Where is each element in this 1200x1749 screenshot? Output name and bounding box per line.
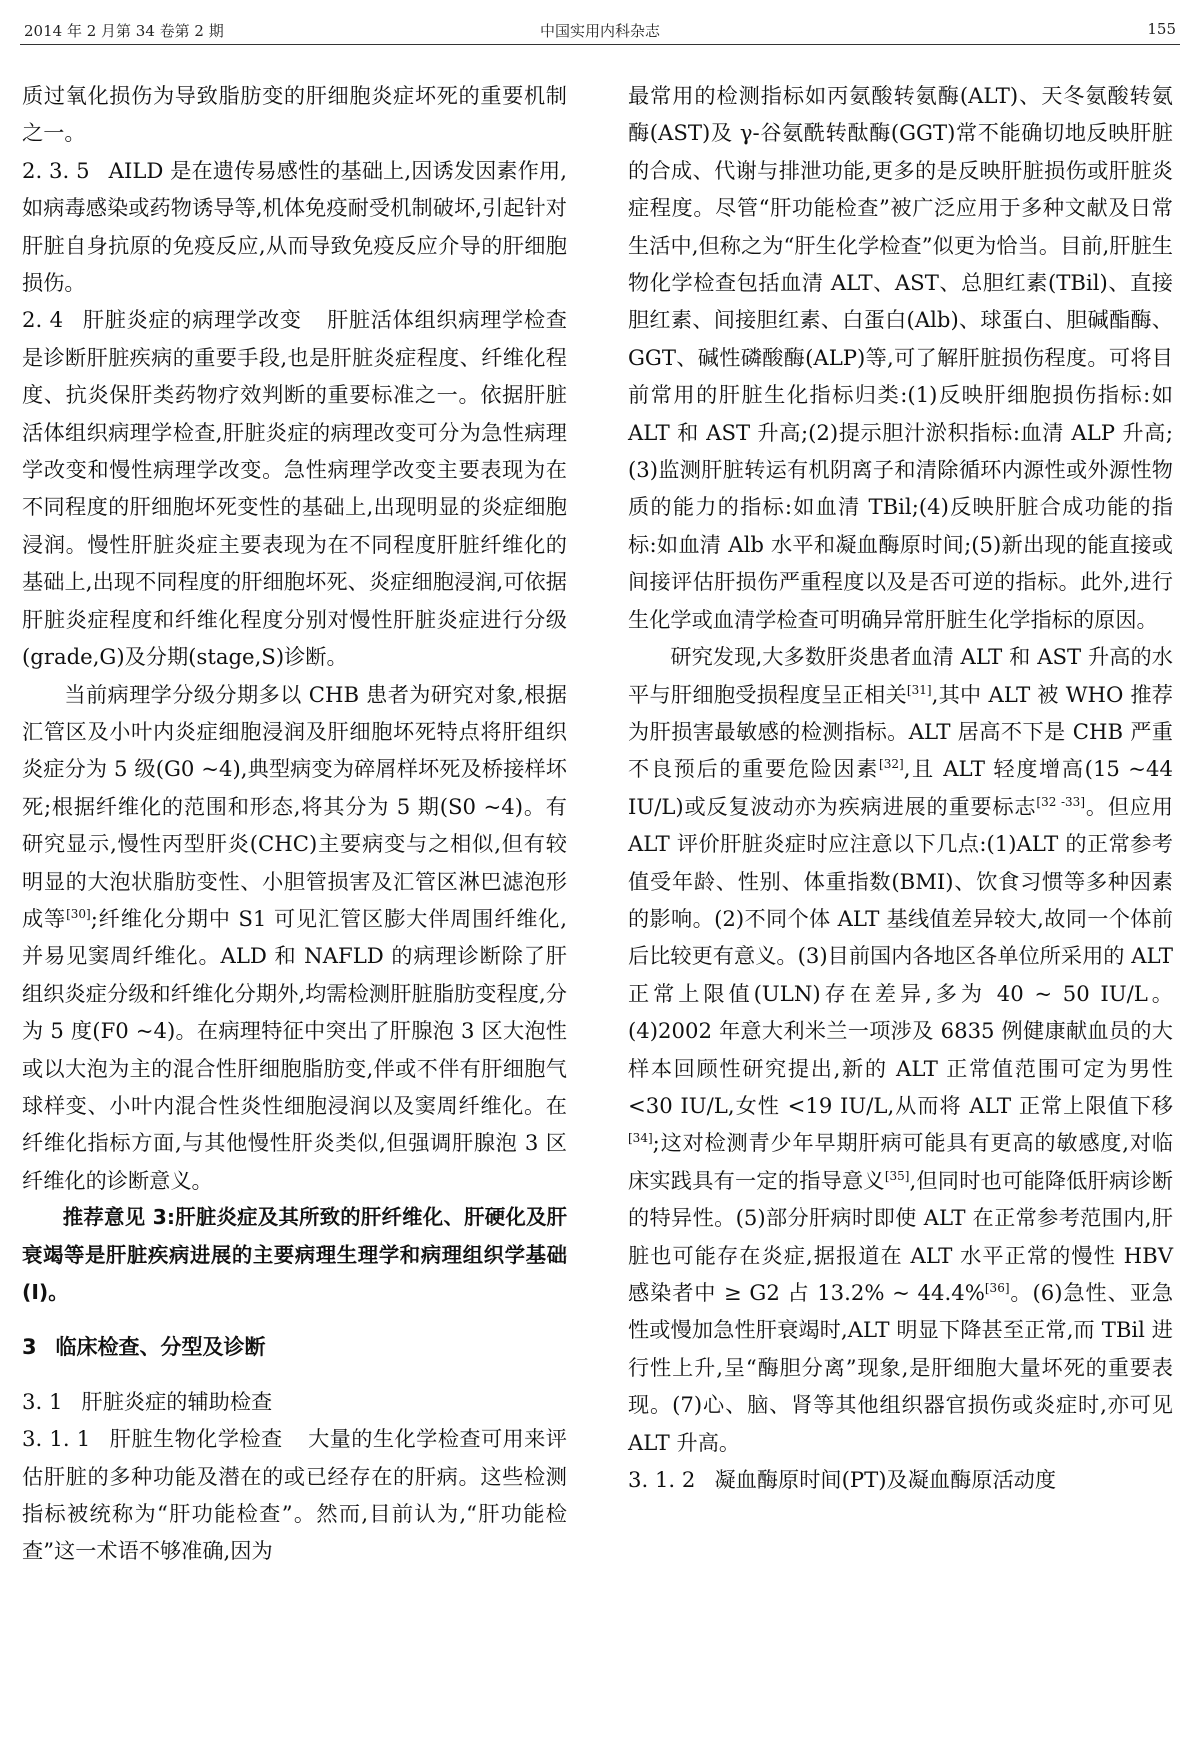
section-body: AILD 是在遗传易感性的基础上,因诱发因素作用,如病毒感染或药物诱导等,机体免疫耐受机制破坏,引起针对肝脏自身抗原的免疫反应,从而导致免疫反应介导的肝细胞损伤。 (22, 157, 567, 296)
text-run: ;纤维化分期中 S1 可见汇管区膨大伴周围纤维化,并易见窦周纤维化。ALD 和 NAFLD 的病理诊断除了肝组织炎症分级和纤维化分期外,均需检测肝脏脂肪变程度,分为 5 度(F0 ~4)。在病理特征中突出了肝腺泡 3 区大泡性或以大泡为主的混合性肝细胞脂肪变,伴或不伴有肝细胞气球样变、小叶内混合性炎性细胞浸润以及窦周纤维化。在纤维化指标方面,与其他慢性肝炎类似,但强调肝腺泡 3 区纤维化的诊断意义。 (22, 905, 567, 1193)
citation-ref: [34] (628, 1131, 653, 1146)
section-title: 肝脏炎症的辅助检查 (81, 1388, 273, 1414)
paragraph-alt-research (628, 638, 1173, 1461)
issue-info: 2014 年 2 月第 34 卷第 2 期 (24, 22, 224, 40)
section-3-1-heading (22, 1383, 567, 1420)
citation-ref: [36] (984, 1280, 1010, 1295)
section-3-1-1 (22, 1420, 567, 1570)
paragraph-liver-tests: 最常用的检测指标如丙氨酸转氨酶(ALT)、天冬氨酸转氨酶(AST)及 γ-谷氨酰转酞酶(GGT)常不能确切地反映肝脏的合成、代谢与排泄功能,更多的是反映肝脏损伤或肝脏炎症程度。尽管“肝功能检查”被广泛应用于多种文献及日常生活中,但称之为“肝生化学检查”似更为恰当。目前,肝脏生物化学检查包括血清 ALT、AST、总胆红素(TBil)、直接胆红素、间接胆红素、白蛋白(Alb)、球蛋白、胆碱酯酶、GGT、碱性磷酸酶(ALP)等,可了解肝脏损伤程度。可将目前常用的肝脏生化指标归类:(1)反映肝细胞损伤指标:如 ALT 和 AST 升高;(2)提示胆汁淤积指标:血清 ALP 升高;(3)监测肝脏转运有机阴离子和清除循环内源性或外源性物质的能力的指标:如血清 TBil;(4)反映肝脏合成功能的指标:如血清 Alb 水平和凝血酶原时间;(5)新出现的能直接或间接评估肝损伤严重程度以及是否可逆的指标。此外,进行生化学或血清学检查可明确异常肝脏生化学指标的原因。 (628, 83, 1173, 632)
section-2-4 (22, 301, 567, 675)
journal-title: 中国实用内科杂志 (539, 22, 660, 40)
recommendation-3: 推荐意见 3:肝脏炎症及其所致的肝纤维化、肝硬化及肝衰竭等是肝脏疾病进展的主要病理生理学和病理组织学基础(Ⅰ)。 (22, 1205, 567, 1304)
paragraph-grading (22, 676, 567, 1200)
section-title: 肝脏炎症的病理学改变 (82, 307, 302, 333)
left-column (22, 77, 567, 1570)
section-body: 大量的生化学检查可用来评估肝脏的多种功能及潜在的或已经存在的肝病。这些检测指标被统称为“肝功能检查”。然而,目前认为,“肝功能检查”这一术语不够准确,因为 (22, 1426, 567, 1564)
section-2-3-5 (22, 152, 567, 302)
section-number: 2. 4 (22, 307, 64, 333)
citation-ref: [30] (66, 906, 91, 921)
text-run: ,其中 ALT 被 WHO 推荐为肝损害最敏感的检测指标。ALT 居高不下是 CHB 严重不良预后的重要危险因素 (628, 681, 1173, 782)
paragraph-continued: 质过氧化损伤为导致脂肪变的肝细胞炎症坏死的重要机制之一。 (22, 83, 567, 146)
page-number: 155 (1147, 20, 1176, 38)
text-run: 研究发现,大多数肝炎患者血清 ALT 和 AST 升高的水平与肝细胞受损程度呈正相关 (628, 644, 1173, 707)
right-column (628, 77, 1173, 1498)
section-number: 2. 3. 5 (22, 157, 90, 183)
section-title: 肝脏生物化学检查 (109, 1426, 283, 1452)
citation-ref: [32 -33] (1036, 794, 1086, 809)
section-3-heading (22, 1329, 567, 1366)
section-number: 3. 1 (22, 1388, 63, 1414)
text-run: 。但应用 ALT 评价肝脏炎症时应注意以下几点:(1)ALT 的正常参考值受年龄、性别、体重指数(BMI)、饮食习惯等多种因素的影响。(2)不同个体 ALT 基线值差异较大,故同一个体前后比较更有意义。(3)目前国内各地区各单位所采用的 ALT 正常上限值(ULN)存在差异,多为 40 ~ 50 IU/L。(4)2002 年意大利米兰一项涉及 6835 例健康献血员的大样本回顾性研究提出,新的 ALT 正常值范围可定为男性 <30 IU/L,女性 <19 IU/L,从而将 ALT 正常上限值下移 (628, 793, 1173, 1118)
text-run: ,但同时也可能降低肝病诊断的特异性。(5)部分肝病时即使 ALT 在正常参考范围内,肝脏也可能存在炎症,据报道在 ALT 水平正常的慢性 HBV 感染者中 ≥ G2 占 13.2% ~ 44.4% (628, 1167, 1173, 1305)
section-number: 3. 1. 1 (22, 1426, 91, 1452)
section-title: 临床检查、分型及诊断 (55, 1335, 266, 1360)
text-run: ,且 ALT 轻度增高(15 ~44 IU/L)或反复波动亦为疾病进展的重要标志 (628, 756, 1173, 819)
section-body: 肝脏活体组织病理学检查是诊断肝脏疾病的重要手段,也是肝脏炎症程度、纤维化程度、抗炎保肝类药物疗效判断的重要标准之一。依据肝脏活体组织病理学检查,肝脏炎症的病理改变可分为急性病理学改变和慢性病理学改变。急性病理学改变主要表现为在不同程度的肝细胞坏死变性的基础上,出现明显的炎症细胞浸润。慢性肝脏炎症主要表现为在不同程度肝脏纤维化的基础上,出现不同程度的肝细胞坏死、炎症细胞浸润,可依据肝脏炎症程度和纤维化程度分别对慢性肝脏炎症进行分级(grade,G)及分期(stage,S)诊断。 (22, 307, 567, 670)
text-run: 。(6)急性、亚急性或慢加急性肝衰竭时,ALT 明显下降甚至正常,而 TBil 进行性上升,呈“酶胆分离”现象,是肝细胞大量坏死的重要表现。(7)心、脑、肾等其他组织器官损伤或炎症时,亦可见 ALT 升高。 (628, 1280, 1174, 1455)
section-body: 凝血酶原时间(PT)及凝血酶原活动度 (714, 1467, 1057, 1493)
section-3-1-2 (628, 1461, 1173, 1498)
section-number: 3. 1. 2 (628, 1467, 696, 1493)
citation-ref: [35] (884, 1168, 910, 1183)
section-number: 3 (22, 1335, 37, 1360)
citation-ref: [31] (906, 682, 932, 697)
page-header (20, 14, 1180, 45)
citation-ref: [32] (879, 757, 904, 772)
text-run: ;这对检测青少年早期肝病可能具有更高的敏感度,对临床实践具有一定的指导意义 (628, 1130, 1173, 1193)
text-run: 当前病理学分级分期多以 CHB 患者为研究对象,根据汇管区及小叶内炎症细胞浸润及肝细胞坏死特点将肝组织炎症分为 5 级(G0 ~4),典型病变为碎屑样坏死及桥接样坏死;根据纤维化的范围和形态,将其分为 5 期(S0 ~4)。有研究显示,慢性丙型肝炎(CHC)主要病变与之相似,但有较明显的大泡状脂肪变性、小胆管损害及汇管区淋巴滤泡形成等 (22, 681, 567, 931)
